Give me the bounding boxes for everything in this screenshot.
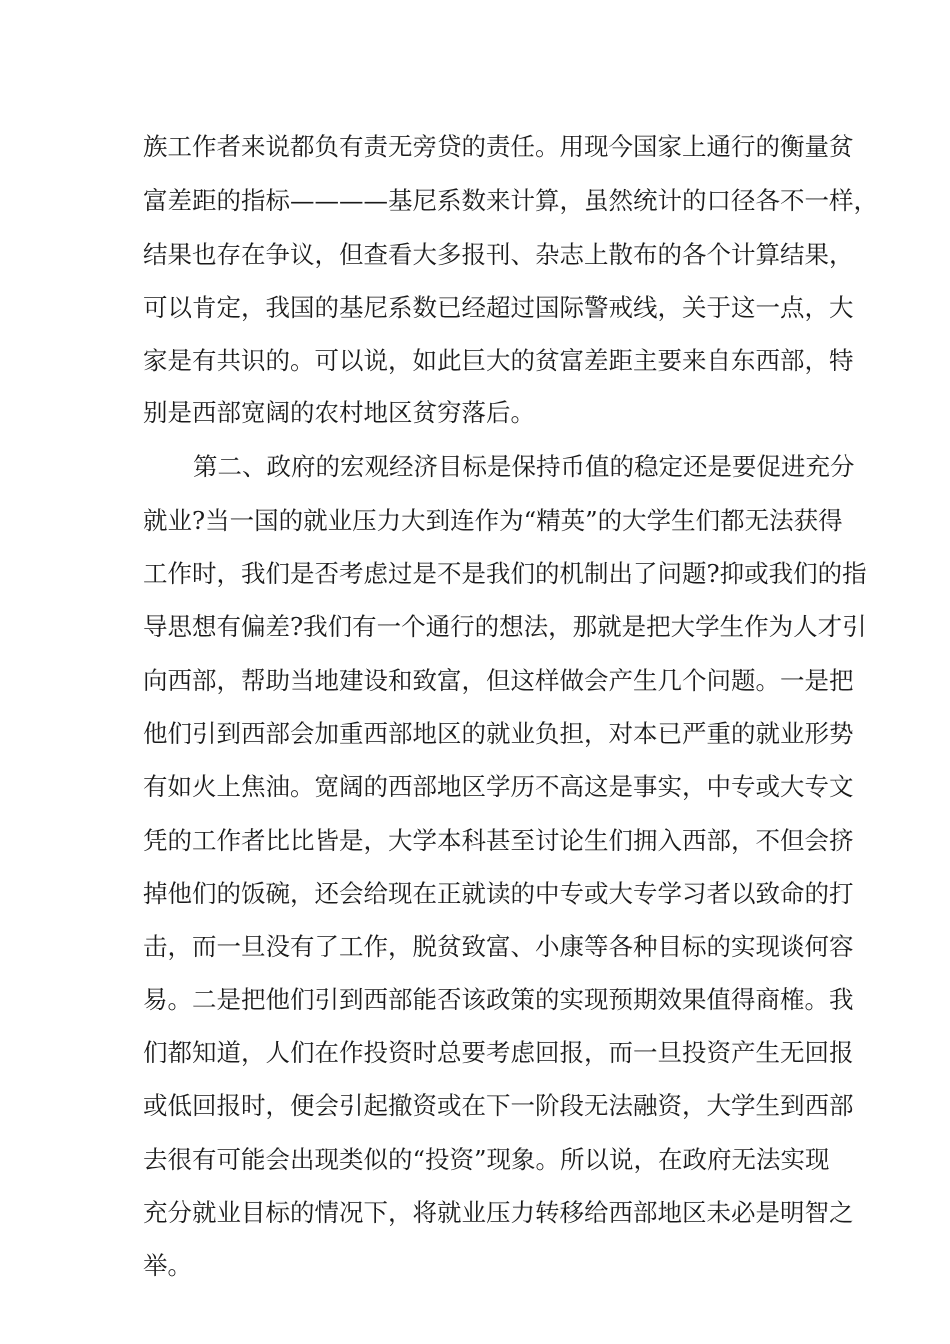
text-line: 们都知道，人们在作投资时总要考虑回报，而一旦投资产生无回报 [143, 1038, 854, 1067]
text-line: 就业?当一国的就业压力大到连作为“精英”的大学生们都无法获得 [143, 506, 843, 535]
text-line: 掉他们的饭碗，还会给现在正就读的中专或大专学习者以致命的打 [143, 879, 854, 908]
text-line: 富差距的指标————基尼系数来计算，虽然统计的口径各不一样， [143, 186, 878, 215]
text-line: 工作时，我们是否考虑过是不是我们的机制出了问题?抑或我们的指 [143, 559, 867, 588]
text-line: 或低回报时，便会引起撤资或在下一阶段无法融资，大学生到西部 [143, 1091, 854, 1120]
text-line: 别是西部宽阔的农村地区贫穷落后。 [143, 398, 535, 427]
text-line: 易。二是把他们引到西部能否该政策的实现预期效果值得商榷。我 [143, 985, 854, 1014]
text-line: 充分就业目标的情况下，将就业压力转移给西部地区未必是明智之 [143, 1198, 854, 1227]
text-line: 向西部，帮助当地建设和致富，但这样做会产生几个问题。一是把 [143, 666, 854, 695]
text-line: 族工作者来说都负有责无旁贷的责任。用现今国家上通行的衡量贫 [143, 132, 854, 161]
text-line: 可以肯定，我国的基尼系数已经超过国际警戒线，关于这一点，大 [143, 293, 854, 322]
text-line: 结果也存在争议，但查看大多报刊、杂志上散布的各个计算结果， [143, 240, 854, 269]
text-line: 击，而一旦没有了工作，脱贫致富、小康等各种目标的实现谈何容 [143, 932, 854, 961]
text-line: 他们引到西部会加重西部地区的就业负担，对本已严重的就业形势 [143, 719, 854, 748]
text-line: 凭的工作者比比皆是，大学本科甚至讨论生们拥入西部，不但会挤 [143, 826, 854, 855]
paragraph-first-line: 第二、政府的宏观经济目标是保持币值的稳定还是要促进充分 [193, 452, 855, 481]
text-line: 举。 [143, 1251, 192, 1280]
text-line: 去很有可能会出现类似的“投资”现象。所以说，在政府无法实现 [143, 1145, 830, 1174]
text-line: 有如火上焦油。宽阔的西部地区学历不高这是事实，中专或大专文 [143, 772, 854, 801]
text-line: 导思想有偏差?我们有一个通行的想法，那就是把大学生作为人才引 [143, 612, 867, 641]
text-line: 家是有共识的。可以说，如此巨大的贫富差距主要来自东西部，特 [143, 346, 854, 375]
